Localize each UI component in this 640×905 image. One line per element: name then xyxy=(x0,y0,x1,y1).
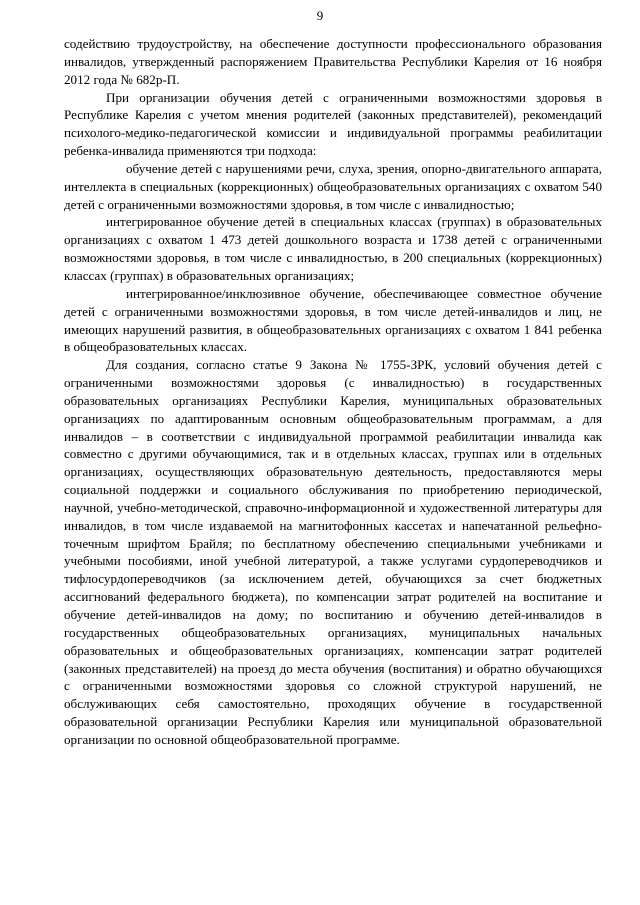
paragraph-approaches-intro: При организации обучения детей с ограниченными возможностями здоровья в Республике Карелия с учетом мнения родителей (законных представителей), рекомендаций психолого-медико-педагогической комиссии и индивидуальной программы реабилитации ребенка-инвалида применяются три подхода: xyxy=(64,89,602,159)
document-body xyxy=(64,35,602,749)
page-number: 9 xyxy=(316,8,324,23)
paragraph-continuation: содействию трудоустройству, на обеспечение доступности профессионального образования инвалидов, утвержденный распоряжением Правительства Республики Карелия от 16 ноября 2012 года № 682р-П. xyxy=(64,36,602,87)
paragraph-approach-special-schools: обучение детей с нарушениями речи, слуха, зрения, опорно-двигательного аппарата, интеллекта в специальных (коррекционных) общеобразовательных организациях с охватом 540 детей с ограниченными возможностями здоровья, в том числе с инвалидностью; xyxy=(64,160,602,212)
paragraph-approach-inclusive: интегрированное/инклюзивное обучение, обеспечивающее совместное обучение детей с ограниченными возможностями здоровья, в том числе детей-инвалидов и лиц, не имеющих нарушений развития, в общеобразовательных организациях с охватом 1 841 ребенка в общеобразовательных классах. xyxy=(64,285,602,355)
paragraph-approach-integrated-classes: интегрированное обучение детей в специальных классах (группах) в образовательных организациях с охватом 1 473 детей дошкольного возраста и 1738 детей с ограниченными возможностями здоровья, в том числе с инвалидностью, в 200 специальных (коррекционных) классах (группах) в образовательных организациях; xyxy=(64,214,602,283)
paragraph-support-measures: Для создания, согласно статье 9 Закона № 1755-ЗРК, условий обучения детей с ограниченными возможностями здоровья (с инвалидностью) в государственных образовательных организациях Республики Карелия, муниципальных образовательных организациях по адаптированным основным общеобразовательным программам, а для инвалидов – в соответствии с индивидуальной программой реабилитации инвалида как совместно с другими обучающимися, так и в отдельных классах, группах или в отдельных организациях, осуществляющих образовательную деятельность, предоставляются меры социальной поддержки и социального обслуживания по приобретению периодической, научной, учебно-методической, справочно-информационной и художественной литературы для инвалидов, в том числе издаваемой на магнитофонных кассетах и напечатанной рельефно-точечным шрифтом Брайля; по бесплатному обеспечению специальными учебниками и учебными пособиями, иной учебной литературой, а также услугами сурдопереводчиков и тифлосурдопереводчиков (за исключением детей, обучающихся за счет бюджетных ассигнований федерального бюджета), по компенсации затрат родителей на воспитание и обучение детей-инвалидов на дому; по воспитанию и обучению детей-инвалидов в государственных общеобразовательных организациях, муниципальных начальных образовательных и общеобразовательных организациях, компенсации затрат родителей (законных представителей) на проезд до места обучения (воспитания) и обратно обучающихся с ограниченными возможностями здоровья со сложной структурой нарушений, не обслуживающих себя самостоятельно, проходящих обучение в государственной образовательной организации Республики Карелия или муниципальной образовательной организации по основной общеобразовательной программе. xyxy=(64,357,602,747)
